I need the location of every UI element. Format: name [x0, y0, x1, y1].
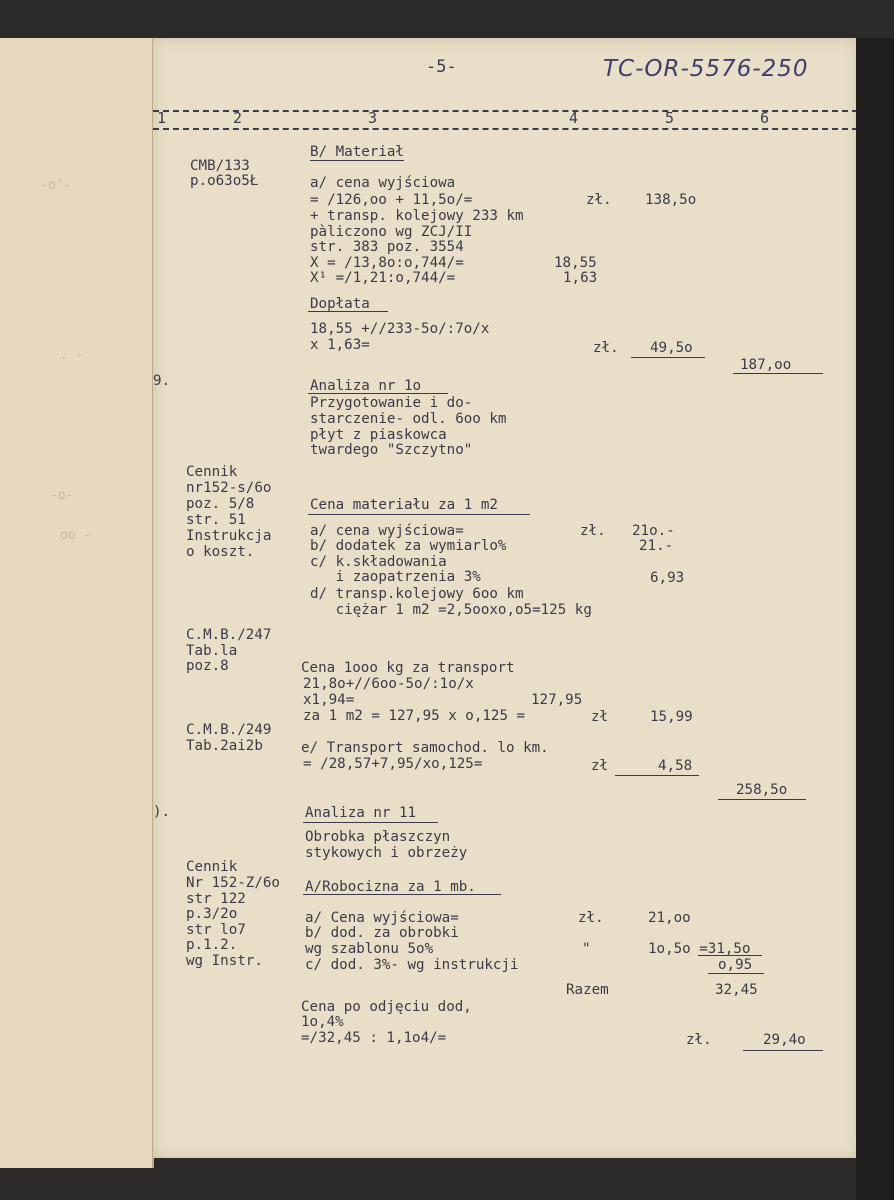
surcharge-line: x 1,63=	[310, 337, 370, 353]
ref-line: Cennik	[186, 859, 238, 875]
ref-line: C.M.B./249	[186, 722, 272, 738]
ref-line: p.o63o5Ł	[190, 173, 259, 189]
underline	[708, 973, 764, 974]
column-number-6: 6	[760, 109, 770, 127]
section-total: 187,oo	[740, 357, 792, 373]
currency-label: zł.	[580, 523, 606, 539]
ref-line: p.3/2o	[186, 906, 238, 922]
final-line: Cena po odjęciu dod,	[301, 999, 472, 1015]
analysis-desc: stykowych i obrzeży	[305, 845, 468, 861]
labor-heading: A/Robocizna za 1 mb.	[305, 879, 476, 895]
ref-line: Instrukcja	[186, 528, 272, 544]
analysis-desc: płyt z piaskowca	[310, 427, 447, 443]
labor-line: b/ dod. za obrobki	[305, 925, 459, 941]
amount-value: 21.-	[639, 538, 674, 554]
ref-line: nr152-s/6o	[186, 480, 272, 496]
ref-line: str 122	[186, 891, 246, 907]
amount-value: 15,99	[650, 709, 693, 725]
page-number: -5-	[426, 57, 457, 77]
price-line: c/ k.składowania	[310, 554, 447, 570]
column-divider-bottom	[153, 128, 858, 130]
ref-line: p.1.2.	[186, 937, 238, 953]
transport-line: x1,94=	[303, 692, 355, 708]
price-line: ciężar 1 m2 =2,5ooxo,o5=125 kg	[310, 602, 592, 618]
ref-line: str. 51	[186, 512, 246, 528]
material-line: + transp. kolejowy 233 km	[310, 208, 524, 224]
underline	[303, 894, 501, 895]
column-number-2: 2	[233, 109, 243, 127]
amount-value: 21o.-	[632, 523, 675, 539]
analysis-desc: twardego "Szczytno"	[310, 442, 473, 458]
truck-line: e/ Transport samochod. lo km.	[301, 740, 549, 756]
labor-line: c/ dod. 3%- wg instrukcji	[305, 957, 519, 973]
ref-line: Tab.la	[186, 643, 238, 659]
underline	[733, 373, 823, 374]
ref-line: poz. 5/8	[186, 496, 255, 512]
ref-line: CMB/133	[190, 158, 250, 174]
item-marker: ).	[153, 804, 171, 820]
background-edge	[856, 38, 894, 1200]
material-line: X = /13,8o:o,744/=	[310, 255, 464, 271]
currency-label: zł	[591, 758, 609, 774]
material-line: str. 383 poz. 3554	[310, 239, 464, 255]
ref-line: C.M.B./247	[186, 627, 272, 643]
item-marker: 9.	[153, 373, 171, 389]
amount-value: 29,4o	[763, 1032, 806, 1048]
underline	[615, 775, 699, 776]
currency-label: zł.	[578, 910, 604, 926]
column-number-5: 5	[665, 109, 675, 127]
amount-value: o,95	[718, 957, 753, 973]
underline	[308, 393, 448, 394]
labor-line: wg szablonu 5o%	[305, 941, 434, 957]
analysis-heading-10: Analiza nr 1o	[310, 378, 422, 394]
underline	[308, 311, 388, 312]
underline	[631, 357, 705, 358]
amount-value: 4,58	[658, 758, 693, 774]
transport-line: Cena 1ooo kg za transport	[301, 660, 515, 676]
amount-value: 18,55	[554, 255, 597, 271]
razem-label: Razem	[566, 982, 609, 998]
currency-label: zł.	[686, 1032, 712, 1048]
amount-value: 32,45	[715, 982, 758, 998]
material-line: a/ cena wyjściowa	[310, 175, 456, 191]
price-line: b/ dodatek za wymiarlo%	[310, 538, 507, 554]
transport-line: 21,8o+//6oo-5o/:1o/x	[303, 676, 474, 692]
ref-line: poz.8	[186, 658, 229, 674]
ref-line: Nr 152-Z/6o	[186, 875, 280, 891]
document-page	[153, 38, 858, 1158]
amount-value: 49,5o	[650, 340, 693, 356]
ref-line: Cennik	[186, 464, 238, 480]
currency-label: zł	[591, 709, 609, 725]
material-line: = /126,oo + 11,5o/=	[310, 192, 473, 208]
price-line: d/ transp.kolejowy 6oo km	[310, 586, 524, 602]
analysis-desc: Przygotowanie i do-	[310, 395, 473, 411]
amount-value: 1o,5o =31,5o	[648, 941, 751, 957]
ditto-mark: "	[582, 941, 591, 957]
underline	[743, 1050, 823, 1051]
column-number-1: 1	[157, 109, 167, 127]
truck-line: = /28,57+7,95/xo,125=	[303, 756, 483, 772]
section-total: 258,5o	[736, 782, 788, 798]
column-number-3: 3	[368, 109, 378, 127]
amount-value: 21,oo	[648, 910, 691, 926]
ref-line: wg Instr.	[186, 953, 263, 969]
amount-value: 138,5o	[645, 192, 697, 208]
underline	[698, 955, 762, 956]
ref-line: Tab.2ai2b	[186, 738, 263, 754]
ref-line: o koszt.	[186, 544, 255, 560]
price-heading: Cena materiału za 1 m2	[310, 497, 498, 513]
currency-label: zł.	[586, 192, 612, 208]
surcharge-line: 18,55 +//233-5o/:7o/x	[310, 321, 490, 337]
amount-value: 127,95	[531, 692, 583, 708]
price-line: i zaopatrzenia 3%	[310, 569, 481, 585]
column-divider-top	[153, 110, 858, 112]
final-line: 1o,4%	[301, 1014, 344, 1030]
analysis-desc: starczenie- odl. 6oo km	[310, 411, 507, 427]
amount-value: 1,63	[563, 270, 598, 286]
material-line: X¹ =/1,21:o,744/=	[310, 270, 456, 286]
currency-label: zł.	[593, 340, 619, 356]
material-line: pàliczono wg ZCJ/II	[310, 224, 473, 240]
underline	[308, 514, 530, 515]
section-heading-material: B/ Materiał	[310, 144, 404, 160]
surcharge-heading: Dopłata	[310, 296, 370, 312]
final-line: =/32,45 : 1,1o4/=	[301, 1030, 447, 1046]
transport-line: za 1 m2 = 127,95 x o,125 =	[303, 708, 526, 724]
price-line: a/ cena wyjściowa=	[310, 523, 464, 539]
amount-value: 6,93	[650, 570, 685, 586]
archive-signature: TC-OR-5576-250	[603, 56, 809, 82]
analysis-heading-11: Analiza nr 11	[305, 805, 417, 821]
column-number-4: 4	[569, 109, 579, 127]
adjacent-page: -o'- . - -o- oo -	[0, 38, 154, 1168]
underline	[303, 822, 438, 823]
ref-line: str lo7	[186, 922, 246, 938]
analysis-desc: Obrobka płaszczyn	[305, 829, 451, 845]
underline	[718, 799, 806, 800]
labor-line: a/ Cena wyjściowa=	[305, 910, 459, 926]
